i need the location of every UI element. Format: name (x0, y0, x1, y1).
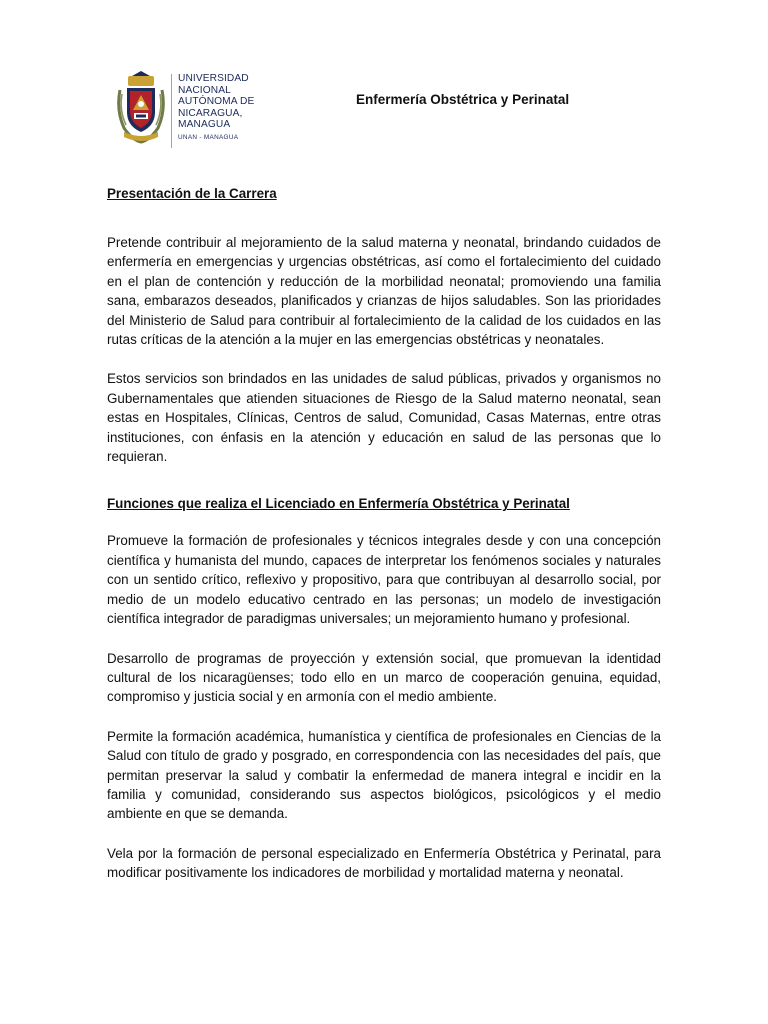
university-name-line: MANAGUA (178, 119, 231, 131)
university-name-line: AUTÓNOMA DE (178, 96, 255, 108)
document-body (107, 184, 661, 883)
university-name-line: NACIONAL (178, 84, 231, 96)
section-heading-funciones: Funciones que realiza el Licenciado en Enfermería Obstétrica y Perinatal (107, 496, 570, 512)
document-header (106, 66, 666, 156)
paragraph: Desarrollo de programas de proyección y extensión social, que promuevan la identidad cultural de los nicaragüenses; todo ello en un marco de cooperación genuina, equidad, compromiso y justicia social y en armonía con el medio ambiente. (107, 650, 661, 705)
paragraph: Estos servicios son brindados en las unidades de salud públicas, privados y organismos no Gubernamentales que atienden situaciones de Riesgo de la Salud materno neonatal, sean estas en Hospitales, Clínicas, Centros de salud, Comunidad, Casas Maternas, entre otras instituciones, con énfasis en la atención y educación en salud de las personas que lo requieran. (107, 371, 661, 465)
university-logo (114, 70, 274, 152)
paragraph: Vela por la formación de personal especializado en Enfermería Obstétrica y Perinatal, para modificar positivamente los indicadores de morbilidad y mortalidad materna y neonatal. (107, 845, 661, 881)
logo-divider (171, 74, 172, 148)
university-name-line: UNIVERSIDAD (178, 73, 249, 84)
university-abbrev: UNAN - MANAGUA (178, 133, 239, 141)
paragraph: Pretende contribuir al mejoramiento de la salud materna y neonatal, brindando cuidados de enfermería en emergencias y urgencias obstétricas, así como el fortalecimiento del cuidado en el plan de contención y reducción de la morbilidad neonatal; promoviendo una familia sana, embarazos deseados, planificados y crianzas de hijos saludables. Son las prioridades del Ministerio de Salud para contribuir al fortalecimiento de la calidad de los cuidados en las rutas críticas de la atención a la mujer en las emergencias obstétricas y neonatales. (107, 235, 661, 348)
paragraph: Permite la formación académica, humanística y científica de profesionales en Ciencias de la Salud con título de grado y posgrado, en correspondencia con las necesidades del país, que permitan preservar la salud y combatir la enfermedad de manera integral e incidir en la familia y comunidad, considerando sus aspectos biológicos, psicológicos y el medio ambiente en que se demanda. (107, 728, 661, 822)
university-name-line: NICARAGUA, (178, 107, 243, 119)
university-name (178, 73, 288, 142)
document-title: Enfermería Obstétrica y Perinatal (356, 92, 570, 107)
section-heading-presentacion: Presentación de la Carrera (107, 186, 277, 201)
paragraph: Promueve la formación de profesionales y técnicos integrales desde y con una concepción científica y humanista del mundo, capaces de interpretar los fenómenos sociales y naturales con un sentido crítico, reflexivo y propositivo, para que contribuyan al desarrollo social, por medio de un modelo educativo centrado en las personas; un modelo de investigación científica integrador de paradigmas universales; un mejoramiento humano y profesional. (107, 533, 661, 627)
university-crest-icon (114, 70, 168, 146)
